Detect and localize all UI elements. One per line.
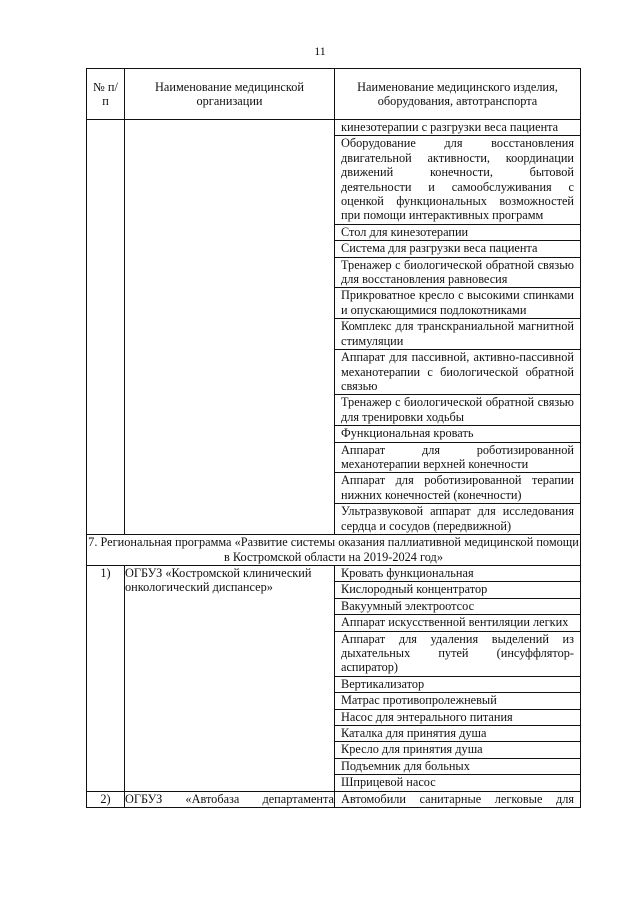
list-item: Прикроватное кресло с высокими спинками и опускающимися подлокотниками — [335, 287, 580, 318]
table-row — [87, 565, 581, 791]
list-item: Шприцевой насос — [335, 774, 580, 790]
list-item: Аппарат для роботизированной механотерапии верхней конечности — [335, 442, 580, 473]
row-number: 1) — [87, 565, 125, 791]
list-item: Вакуумный электроотсос — [335, 598, 580, 614]
list-item: Матрас противопролежневый — [335, 692, 580, 708]
list-item: Ультразвуковой аппарат для исследования сердца и сосудов (передвижной) — [335, 503, 580, 534]
list-item: Функциональная кровать — [335, 425, 580, 441]
list-item: Кровать функциональная — [341, 565, 474, 580]
list-item: Оборудование для восстановления двигательной активности, координации движений конечности, бытовой деятельности и самообслуживания с оценкой функциональных возможностей при помощи интерактивных программ — [335, 135, 580, 223]
page-number: 11 — [314, 44, 326, 58]
header-organization: Наименование медицинской организации — [125, 69, 335, 120]
table-header-row — [87, 69, 581, 120]
list-item: Каталка для принятия душа — [335, 725, 580, 741]
row-number: 2) — [87, 791, 125, 807]
equipment-items-cell — [335, 565, 581, 791]
list-item: Кислородный концентратор — [335, 581, 580, 597]
list-item: Автомобили санитарные легковые для — [341, 791, 574, 806]
header-num: № п/п — [87, 69, 125, 120]
continued-items-cell — [335, 120, 581, 535]
list-item: Стол для кинезотерапии — [335, 224, 580, 240]
list-item: кинезотерапии с разгрузки веса пациента — [341, 120, 559, 134]
list-item: Аппарат для удаления выделений из дыхательных путей (инсуффлятор-аспиратор) — [335, 631, 580, 676]
list-item: Система для разгрузки веса пациента — [335, 240, 580, 256]
list-item: Тренажер с биологической обратной связью для восстановления равновесия — [335, 257, 580, 288]
cell-org-empty — [125, 120, 335, 535]
list-item: Подъемник для больных — [335, 758, 580, 774]
organization-name: ОГБУЗ «Костромской клинический онкологический диспансер» — [125, 565, 335, 791]
list-item: Кресло для принятия душа — [335, 741, 580, 757]
list-item: Тренажер с биологической обратной связью для тренировки ходьбы — [335, 394, 580, 425]
list-item: Насос для энтерального питания — [335, 709, 580, 725]
list-item: Аппарат для пассивной, активно-пассивной механотерапии с биологической обратной связью — [335, 349, 580, 394]
section-title: 7. Региональная программа «Развитие системы оказания паллиативной медицинской помощи в Костромской области на 2019-2024 год» — [88, 534, 579, 564]
cell-num-empty — [87, 120, 125, 535]
header-equipment: Наименование медицинского изделия, оборудования, автотранспорта — [335, 69, 581, 120]
equipment-table — [86, 68, 581, 808]
organization-name: ОГБУЗ «Автобаза департамента — [125, 791, 334, 806]
continued-row — [87, 120, 581, 535]
list-item: Аппарат для роботизированной терапии нижних конечностей (конечности) — [335, 472, 580, 503]
equipment-items-cell — [335, 791, 581, 807]
table-row — [87, 791, 581, 807]
list-item: Аппарат искусственной вентиляции легких — [335, 614, 580, 630]
section-row — [87, 534, 581, 565]
list-item: Комплекс для транскраниальной магнитной стимуляции — [335, 318, 580, 349]
list-item: Вертикализатор — [335, 676, 580, 692]
